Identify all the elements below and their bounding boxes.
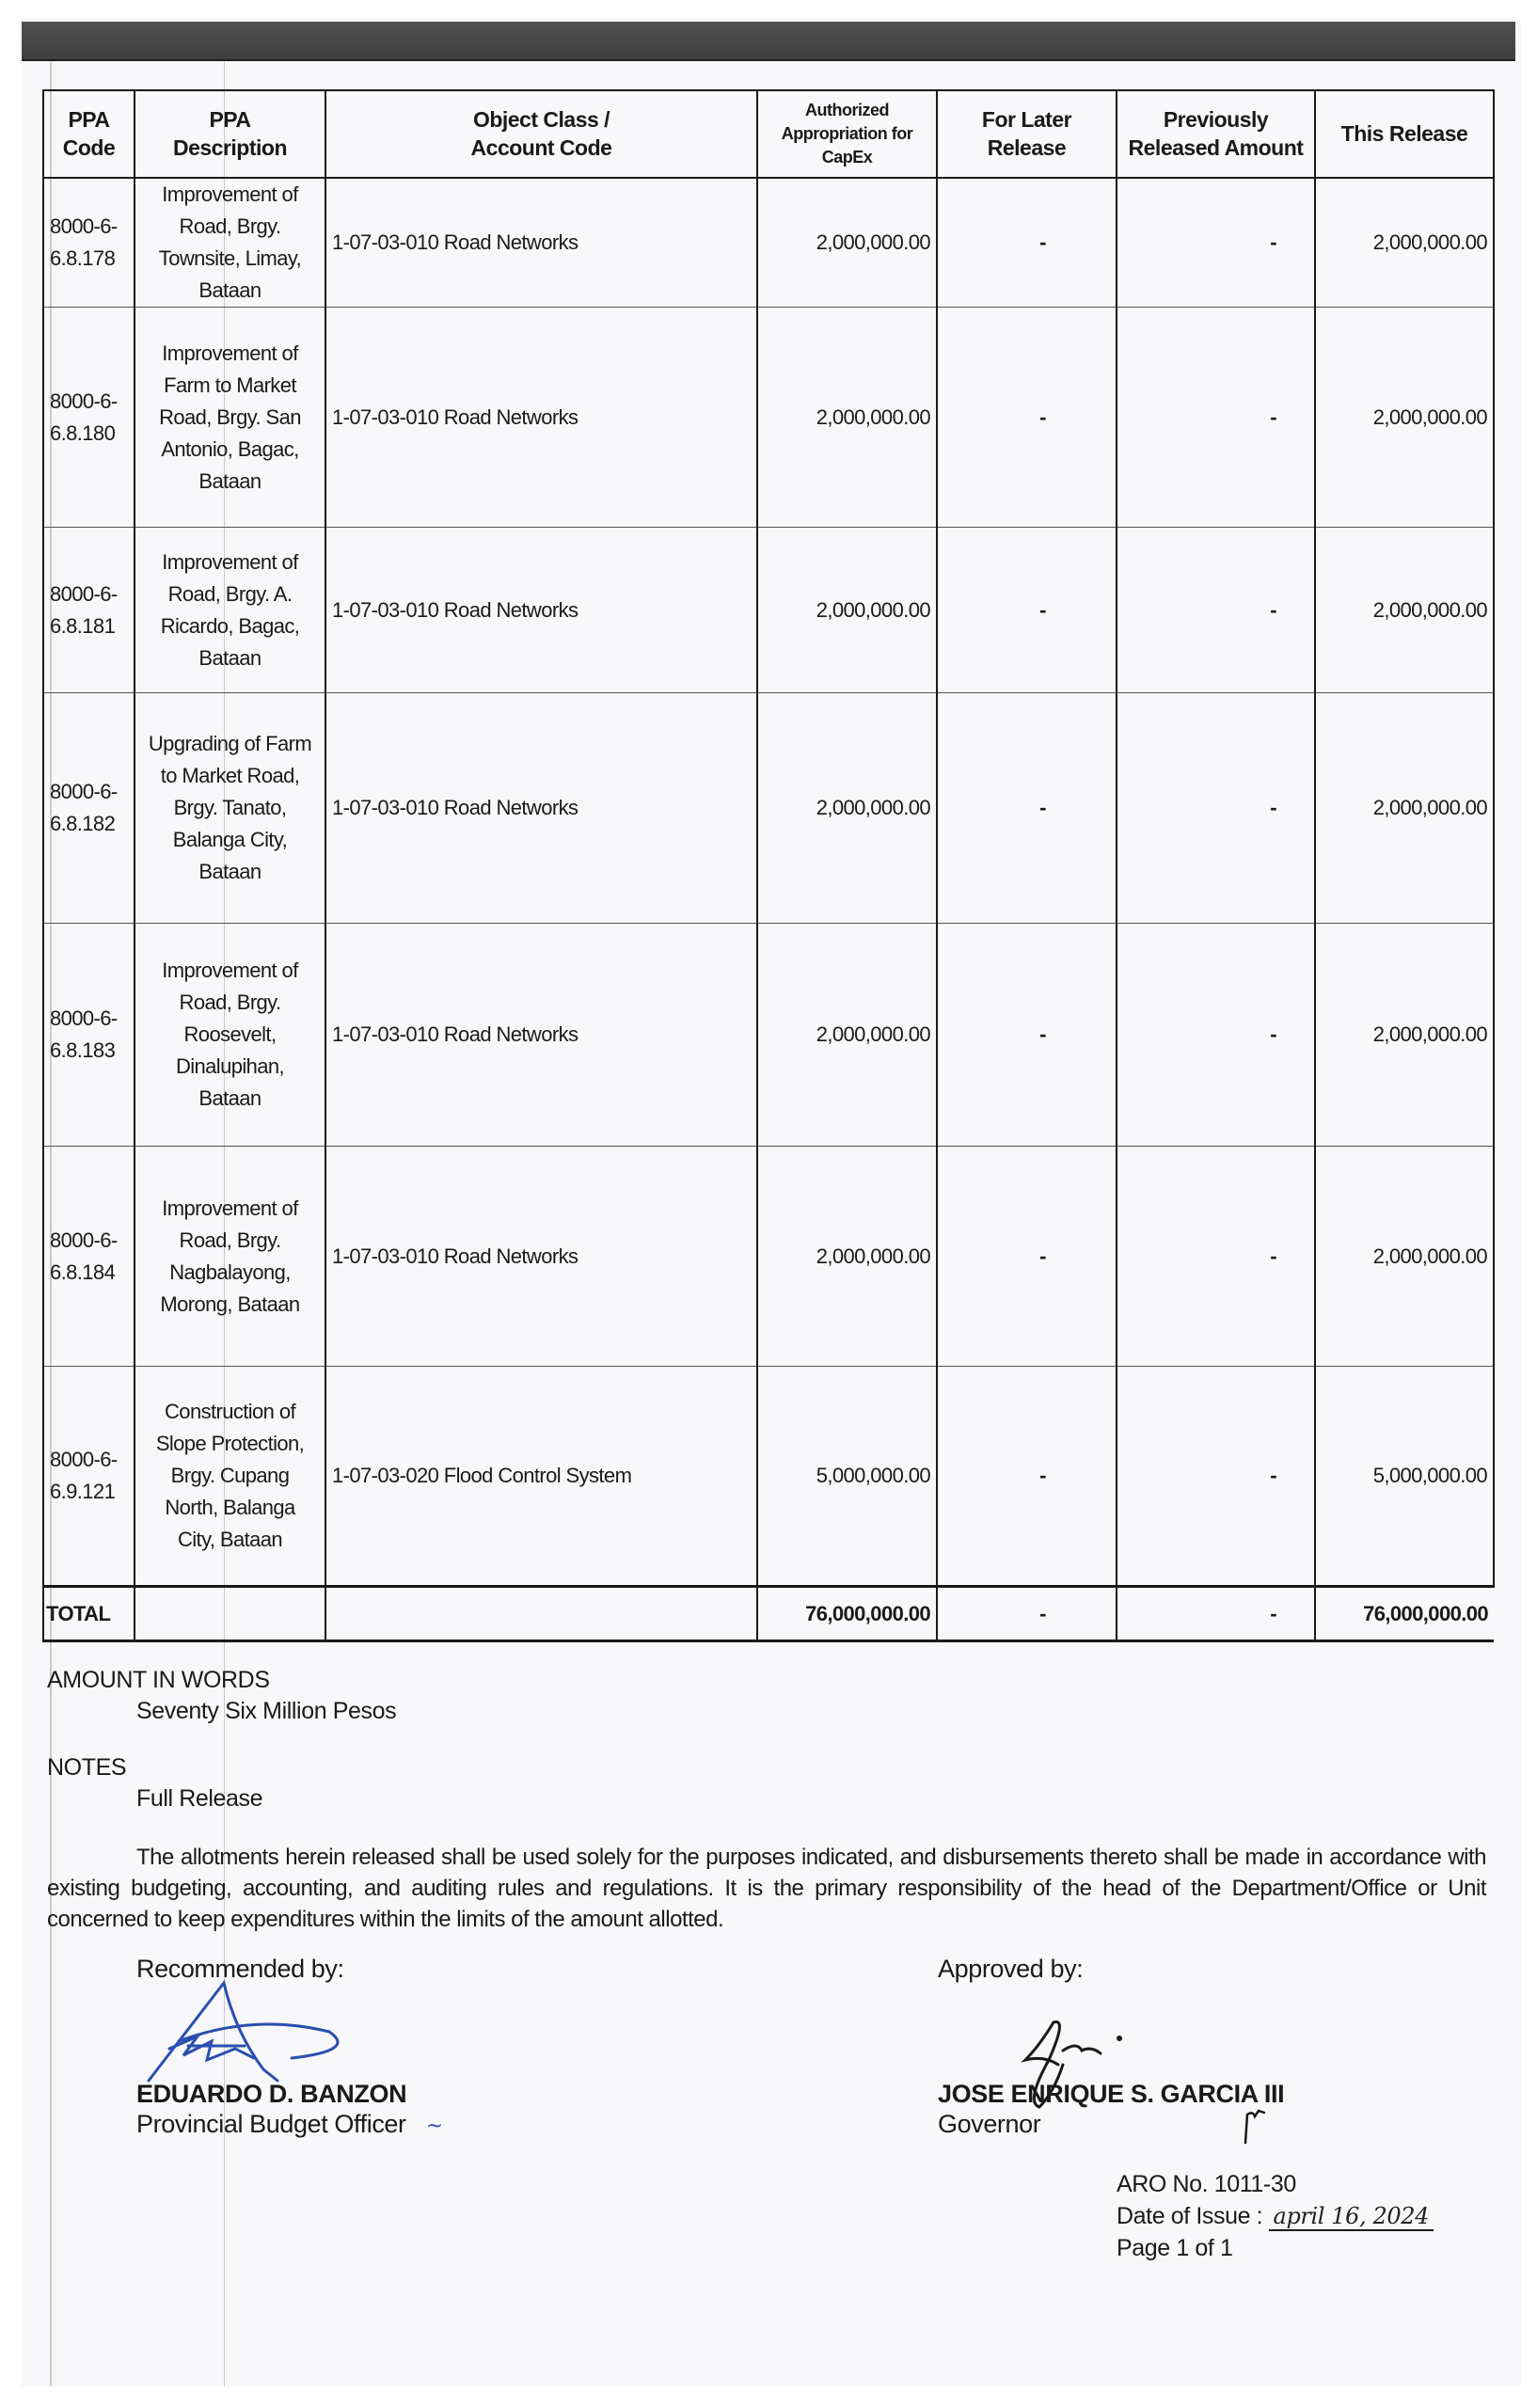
table-row bbox=[43, 693, 1494, 924]
date-of-issue-value: april 16, 2024 bbox=[1269, 2203, 1434, 2231]
for-later-cell: - bbox=[937, 924, 1117, 1147]
initials-mark-icon bbox=[1240, 2107, 1268, 2145]
total-row bbox=[43, 1587, 1494, 1641]
total-label: TOTAL bbox=[43, 1587, 135, 1641]
table-row bbox=[43, 1367, 1494, 1587]
account-code-cell: 1-07-03-020 Flood Control System bbox=[325, 1367, 757, 1587]
amount-in-words-value: Seventy Six Million Pesos bbox=[136, 1698, 397, 1724]
ppa-code-cell: 8000-6- 6.8.178 bbox=[43, 178, 135, 308]
previously-released-cell: - bbox=[1117, 1367, 1315, 1587]
this-release-cell: 2,000,000.00 bbox=[1315, 1147, 1494, 1367]
ppa-description-cell: Improvement of Road, Brgy. Townsite, Limay, Bataan bbox=[135, 178, 325, 308]
for-later-cell: - bbox=[937, 1367, 1117, 1587]
authorized-cell: 2,000,000.00 bbox=[757, 528, 937, 693]
page-header-band bbox=[22, 22, 1515, 61]
this-release-cell: 2,000,000.00 bbox=[1315, 924, 1494, 1147]
notes-section bbox=[47, 1752, 262, 1814]
total-this-release: 76,000,000.00 bbox=[1315, 1587, 1494, 1641]
budget-officer-signature-icon bbox=[141, 1975, 386, 2083]
account-code-cell: 1-07-03-010 Road Networks bbox=[325, 693, 757, 924]
account-code-cell: 1-07-03-010 Road Networks bbox=[325, 528, 757, 693]
ppa-description-cell: Upgrading of Farm to Market Road, Brgy. Tanato, Balanga City, Bataan bbox=[135, 693, 325, 924]
authorized-cell: 2,000,000.00 bbox=[757, 924, 937, 1147]
ppa-code-cell: 8000-6- 6.8.180 bbox=[43, 308, 135, 528]
ppa-description-cell: Improvement of Road, Brgy. Roosevelt, Dinalupihan, Bataan bbox=[135, 924, 325, 1147]
previously-released-cell: - bbox=[1117, 178, 1315, 308]
account-code-cell: 1-07-03-010 Road Networks bbox=[325, 924, 757, 1147]
governor-title: Governor bbox=[938, 2110, 1041, 2138]
authorized-cell: 2,000,000.00 bbox=[757, 1147, 937, 1367]
recommended-by-signatory bbox=[136, 2079, 443, 2142]
ppa-description-cell: Construction of Slope Protection, Brgy. Cupang North, Balanga City, Bataan bbox=[135, 1367, 325, 1587]
account-code-cell: 1-07-03-010 Road Networks bbox=[325, 1147, 757, 1367]
this-release-cell: 2,000,000.00 bbox=[1315, 528, 1494, 693]
previously-released-cell: - bbox=[1117, 308, 1315, 528]
table-header-row bbox=[43, 90, 1494, 178]
previously-released-cell: - bbox=[1117, 528, 1315, 693]
notes-value: Full Release bbox=[136, 1785, 263, 1812]
ppa-code-cell: 8000-6- 6.8.183 bbox=[43, 924, 135, 1147]
authorized-cell: 5,000,000.00 bbox=[757, 1367, 937, 1587]
document-footer-info bbox=[1117, 2168, 1434, 2264]
governor-name: JOSE ENRIQUE S. GARCIA III bbox=[938, 2080, 1285, 2108]
this-release-cell: 5,000,000.00 bbox=[1315, 1367, 1494, 1587]
header-for-later-release: For Later Release bbox=[937, 90, 1117, 178]
table-row bbox=[43, 528, 1494, 693]
authorized-cell: 2,000,000.00 bbox=[757, 693, 937, 924]
account-code-cell: 1-07-03-010 Road Networks bbox=[325, 308, 757, 528]
ppa-code-cell: 8000-6- 6.8.182 bbox=[43, 693, 135, 924]
previously-released-cell: - bbox=[1117, 1147, 1315, 1367]
aro-number: ARO No. 1011-30 bbox=[1117, 2171, 1296, 2197]
header-previously-released: Previously Released Amount bbox=[1117, 90, 1315, 178]
this-release-cell: 2,000,000.00 bbox=[1315, 308, 1494, 528]
date-of-issue-line bbox=[1117, 2200, 1434, 2232]
this-release-cell: 2,000,000.00 bbox=[1315, 178, 1494, 308]
notes-label: NOTES bbox=[47, 1754, 127, 1781]
authorized-cell: 2,000,000.00 bbox=[757, 308, 937, 528]
account-code-cell: 1-07-03-010 Road Networks bbox=[325, 178, 757, 308]
total-authorized: 76,000,000.00 bbox=[757, 1587, 937, 1641]
total-empty-cell bbox=[135, 1587, 325, 1641]
total-for-later: - bbox=[937, 1587, 1117, 1641]
allotment-terms-paragraph: The allotments herein released shall be used solely for the purposes indicated, and disbursements thereto shall be made in accordance with existing budgeting, accounting, and auditing rules and regulations. It is the primary responsibility of the head of the Department/Office or Unit concerned to keep expenditures within the limits of the amount allotted. bbox=[47, 1845, 1486, 1932]
approved-by-label: Approved by: bbox=[938, 1955, 1084, 1983]
for-later-cell: - bbox=[937, 308, 1117, 528]
header-ppa-code: PPA Code bbox=[43, 90, 135, 178]
authorized-cell: 2,000,000.00 bbox=[757, 178, 937, 308]
for-later-cell: - bbox=[937, 528, 1117, 693]
for-later-cell: - bbox=[937, 178, 1117, 308]
budget-officer-name: EDUARDO D. BANZON bbox=[136, 2080, 407, 2108]
total-empty-cell bbox=[325, 1587, 757, 1641]
ppa-code-cell: 8000-6- 6.8.181 bbox=[43, 528, 135, 693]
header-object-class: Object Class / Account Code bbox=[325, 90, 757, 178]
budget-officer-title: Provincial Budget Officer ~ bbox=[136, 2110, 443, 2138]
this-release-cell: 2,000,000.00 bbox=[1315, 693, 1494, 924]
ppa-description-cell: Improvement of Road, Brgy. A. Ricardo, Bagac, Bataan bbox=[135, 528, 325, 693]
approved-by-signatory bbox=[938, 2079, 1284, 2139]
for-later-cell: - bbox=[937, 693, 1117, 924]
total-previously-released: - bbox=[1117, 1587, 1315, 1641]
header-this-release: This Release bbox=[1315, 90, 1494, 178]
table-row bbox=[43, 1147, 1494, 1367]
header-ppa-description: PPA Description bbox=[135, 90, 325, 178]
ppa-code-cell: 8000-6- 6.9.121 bbox=[43, 1367, 135, 1587]
approved-by-label-block bbox=[938, 1955, 1083, 1984]
page-number: Page 1 of 1 bbox=[1117, 2235, 1233, 2261]
initials-mark-icon: ~ bbox=[425, 2115, 443, 2138]
amount-in-words-section bbox=[47, 1665, 396, 1727]
amount-in-words-label: AMOUNT IN WORDS bbox=[47, 1667, 270, 1693]
header-authorized-appropriation: Authorized Appropriation for CapEx bbox=[757, 90, 937, 178]
recommended-by-label: Recommended by: bbox=[136, 1955, 344, 1983]
previously-released-cell: - bbox=[1117, 693, 1315, 924]
ppa-code-cell: 8000-6- 6.8.184 bbox=[43, 1147, 135, 1367]
allotment-table bbox=[42, 89, 1495, 1642]
date-of-issue-label: Date of Issue : bbox=[1117, 2203, 1263, 2229]
table-row bbox=[43, 178, 1494, 308]
previously-released-cell: - bbox=[1117, 924, 1315, 1147]
table-row bbox=[43, 924, 1494, 1147]
ppa-description-cell: Improvement of Road, Brgy. Nagbalayong, Morong, Bataan bbox=[135, 1147, 325, 1367]
for-later-cell: - bbox=[937, 1147, 1117, 1367]
table-row bbox=[43, 308, 1494, 528]
ppa-description-cell: Improvement of Farm to Market Road, Brgy. San Antonio, Bagac, Bataan bbox=[135, 308, 325, 528]
